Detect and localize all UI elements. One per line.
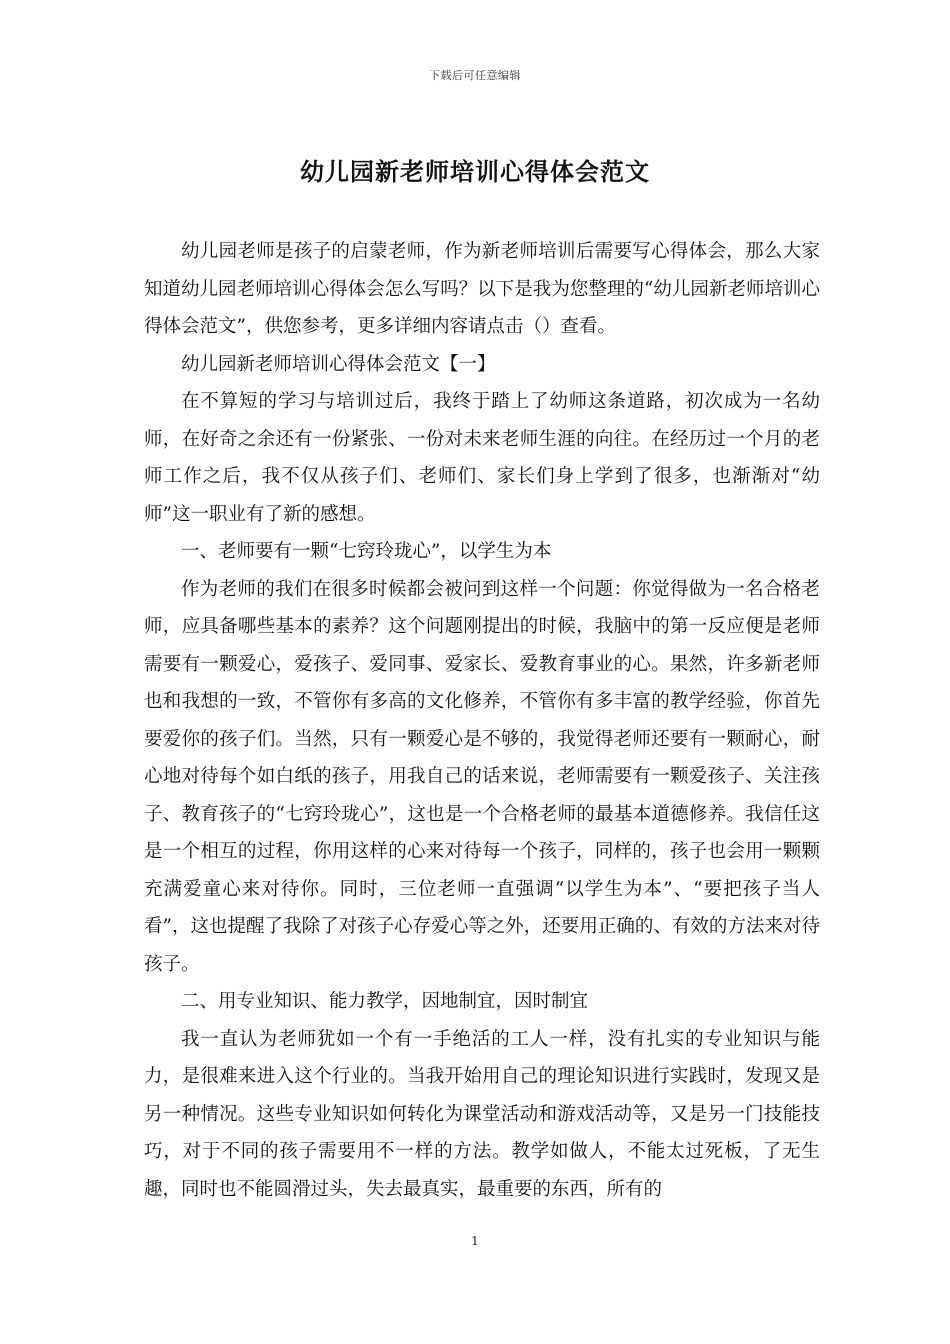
subheading-one: 一、老师要有一颗“七窍玲珑心”，以学生为本 [181,541,552,562]
body-paragraph: 我一直认为老师犹如一个有一手绝活的工人一样，没有扎实的专业知识与能力，是很难来进入这个行业的。当我开始用自己的理论知识进行实践时，发现又是另一种情况。这些专业知识如何转化为课堂活动和游戏活动等，又是另一门技能技巧，对于不同的孩子需要用不一样的方法。教学如做人，不能太过死板，了无生趣，同时也不能圆滑过头，失去最真实，最重要的东西，所有的 [144,1028,820,1200]
document-title: 幼儿园新老师培训心得体会范文 [300,157,650,186]
body-paragraph: 作为老师的我们在很多时候都会被问到这样一个问题：你觉得做为一名合格老师，应具备哪些基本的素养？这个问题刚提出的时候，我脑中的第一反应便是老师需要有一颗爱心，爱孩子、爱同事、爱家长、爱教育事业的心。果然，许多新老师也和我想的一致，不管你有多高的文化修养，不管你有多丰富的教学经验，你首先要爱你的孩子们。当然，只有一颗爱心是不够的，我觉得老师还要有一颗耐心，耐心地对待每个如白纸的孩子，用我自己的话来说，老师需要有一颗爱孩子、关注孩子、教育孩子的“七窍玲珑心”，这也是一个合格老师的最基本道德修养。我信任这是一个相互的过程，你用这样的心来对待每一个孩子，同样的，孩子也会用一颗颗充满爱童心来对待你。同时，三位老师一直强调“以学生为本”、“要把孩子当人看”，这也提醒了我除了对孩子心存爱心等之外，还要用正确的、有效的方法来对待孩子。 [144,578,820,975]
header-note: 下载后可任意编辑 [429,69,521,82]
document-body [144,233,820,1208]
section-heading-one: 幼儿园新老师培训心得体会范文【一】 [181,353,496,375]
body-paragraph: 在不算短的学习与培训过后，我终于踏上了幼师这条道路，初次成为一名幼师，在好奇之余还有一份紧张、一份对未来老师生涯的向往。在经历过一个月的老师工作之后，我不仅从孩子们、老师们、家长们身上学到了很多，也渐渐对“幼师”这一职业有了新的感想。 [144,391,820,525]
subheading-two: 二、用专业知识、能力教学，因地制宜，因时制宜 [181,991,589,1012]
page-number: 1 [471,1234,479,1248]
intro-paragraph: 幼儿园老师是孩子的启蒙老师，作为新老师培训后需要写心得体会，那么大家知道幼儿园老师培训心得体会怎么写吗？以下是我为您整理的“幼儿园新老师培训心得体会范文”，供您参考，更多详细内容请点击（）查看。 [144,241,820,337]
